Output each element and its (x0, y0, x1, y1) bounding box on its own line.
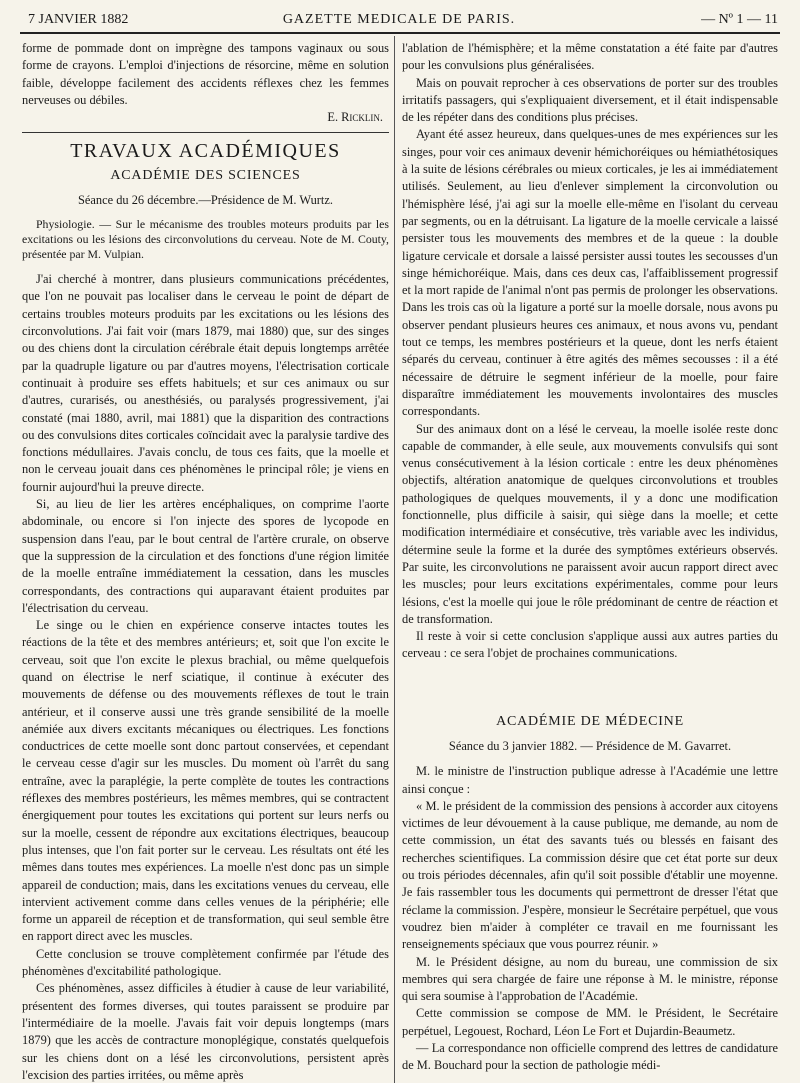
quoted-letter: « M. le président de la commission des pensions à accorder aux citoyens victimes de leur dévouement à la cause publique, me demande, au nom de cette commission, un état des savants tués ou blessés en faisant des recherches scientifiques. La commission désire que cet état porte sur deux ou trois périodes décennales, afin qu'il soit possible d'établir une moyenne. Je fais rassembler tous les documents qui permettront de dresser l'état que réclame la commission. J'espère, monsieur le Secrétaire perpétuel, que vous voudrez bien m'aider à compléter ce travail en me fournissant les renseignements spéciaux que vous pourrez réunir. » (402, 798, 778, 952)
body-paragraph: Il reste à voir si cette conclusion s'applique aussi aux autres parties du cerveau : ce sera l'objet de prochaines communications. (402, 629, 778, 661)
academy-title: ACADÉMIE DES SCIENCES (110, 167, 301, 183)
body-paragraph: M. le Président désigne, au nom du bureau, une commission de six membres qui sera chargée de faire une réponse à M. le ministre, réponse qui sera soumise à l'approbation de l'Académie. (402, 954, 778, 1004)
body-paragraph: Mais on pouvait reprocher à ces observations de porter sur des troubles irritatifs passagers, qui s'expliquaient diversement, et il était indispensable de les répéter dans des conditions plus précises. (402, 75, 778, 125)
right-column (402, 40, 778, 1075)
body-paragraph: — La correspondance non officielle comprend des lettres de candidature de M. Bouchard pour la section de pathologie médi- (402, 1041, 778, 1073)
issue-date: 7 JANVIER 1882 (28, 12, 129, 27)
section-title: TRAVAUX ACADÉMIQUES (70, 140, 341, 163)
body-paragraph: M. le ministre de l'instruction publique adresse à l'Académie une lettre ainsi conçue : (402, 764, 778, 796)
journal-title: GAZETTE MEDICALE DE PARIS. (282, 12, 516, 27)
body-paragraph: Cette conclusion se trouve complètement confirmée par l'étude des phénomènes d'excitabilité pathologique. (22, 946, 389, 979)
body-paragraph: Le singe ou le chien en expérience conserve intactes toutes les réactions de la tête et des membres antérieurs; et, soit que l'on excite le cerveau, soit que l'on excite le plexus brachial, ou même quelquefois quand on électrise le nerf sciatique, il continue à exécuter des mouvements de défense ou des mouvements réflexes de tout le train antérieur, et il conserve aussi une très grande sensibilité de la moelle anémiée aux divers excitants mécaniques ou électriques. Les fonctions conductrices de cette moelle sont donc partout conservées, et cependant le cerveau cesse d'agir sur les muscles. Du moment où l'arrêt du sang entraîne, avec la paraplégie, la perte complète de toutes les contractions réflexes des membres postérieurs, les mêmes membres, qui se contractent énergiquement pour toutes les excitations qui portent sur leurs nerfs ou sur la moelle, cessent de répondre aux excitations électriques, beaucoup plus intenses, que l'on fait porter sur le cerveau. Les résultats ont été les mêmes dans toutes mes expériences. La moelle n'est donc pas un simple appareil de conduction; mais, dans les excitations venues du cerveau, elle intervient activement comme dans celles venues de la périphérie; elle forme un appareil de réception et de transformation, qui seul semble être en rapport direct avec les muscles. (22, 618, 389, 944)
physiologie-heading: Physiologie. — Sur le mécanisme des troubles moteurs produits par les excitations ou les lésions des circonvolutions du cerveau. Note de M. Couty, présentée par M. Vulpian. (22, 217, 389, 261)
author-signature: E. Ricklin. (327, 110, 383, 125)
body-paragraph: Si, au lieu de lier les artères encéphaliques, on comprime l'aorte abdominale, ou encore si l'on injecte des spores de lycopode en suspension dans l'eau, par le bout central de l'artère crurale, on observe que la suppression de la circulation et des fonctions d'une région limitée de la moelle entraîne immédiatement la cessation, dans les muscles correspondants, des contractions qui auparavant étaient produites par l'électrisation du cerveau. (22, 497, 389, 615)
academy-title-2: ACADÉMIE DE MÉDECINE (496, 713, 684, 729)
page-number: — Nº 1 — 11 (701, 12, 778, 27)
left-column (22, 40, 389, 1083)
body-paragraph: Ayant été assez heureux, dans quelques-unes de mes expériences sur les singes, pour voir ces animaux devenir hémichoréiques ou hémiathétosiques à la suite de lésions cérébrales ou mieux corticales, je les ai immédiatement utilisés. Seulement, au lieu d'enlever simplement la circonvolution ou l'hémisphère lésé, j'ai agi sur la moelle elle-même en l'isolant du cerveau par segments, ou en la détruisant. La ligature de la moelle cervicale a laissé persister tous les mouvements des membres et de la queue : la double ligature cervicale et dorsale a laissé persister aussi toutes les secousses d'un singe hémichoréique. Mais, dans ces deux cas, l'affaiblissement progressif et la mort rapide de l'animal n'ont pas permis de prolonger les observations. Dans les trois cas où la ligature a porté sur la moelle dorsale, nous avons pu observer pendant plusieurs heures ces animaux, et nous avons vu, pendant tout ce temps, les membres postérieurs et la queue, dont les nerfs étaient séparés du cerveau, continuer à être agités des mêmes secousses : il a été nécessaire de détruire le segment inférieur de la moelle, pour faire disparaître immédiatement les mouvements involontaires des muscles correspondants. (402, 127, 778, 419)
spacer (402, 663, 778, 709)
page-header (18, 6, 780, 30)
intro-paragraph: forme de pommade dont on imprègne des tampons vaginaux ou sous forme de crayons. L'emploi d'injections de résorcine, même en solution faible, développe facilement des accidents réflexes chez les femmes nerveuses ou débiles. (22, 41, 389, 107)
column-divider (394, 36, 395, 1083)
section-separator (22, 132, 389, 133)
body-paragraph: l'ablation de l'hémisphère; et la même constatation a été faite par d'autres pour les convulsions plus généralisées. (402, 41, 778, 73)
body-paragraph: Ces phénomènes, assez difficiles à étudier à cause de leur variabilité, présentent des formes diverses, qui toutes paraissent se produire par l'intermédiaire de la moelle. J'avais fait voir depuis longtemps (mars 1879) que les accès de contracture monoplégique, constatés quelquefois sur les chiens dont on a lésé les circonvolutions, persistent après l'excision des parties irritées, ou même après (22, 981, 389, 1082)
body-paragraph: Sur des animaux dont on a lésé le cerveau, la moelle isolée reste donc capable de commander, à elle seule, aux mouvements convulsifs qui sont venus consécutivement à la lésion corticale : entre les deux phénomènes objectifs, altération anatomique de quelques circonvolutions et troubles pathologiques de quelques mouvements, il y a donc une modification fonctionnelle, plus difficile à saisir, qui siège dans la moelle; et cette modification intermédiaire et consécutive, très variable avec les individus, détermine seule la forme et la durée des symptômes extérieurs observés. Par suite, les circonvolutions ne paraissent avoir aucun rapport direct avec les muscles; pour leurs excitations expérimentales, comme pour leurs lésions, c'est la moelle qui joue le rôle prédominant de centre de réaction et de transformation. (402, 421, 778, 626)
body-paragraph: J'ai cherché à montrer, dans plusieurs communications précédentes, que l'on ne pouvait pas localiser dans le cerveau le point de départ de certains troubles moteurs produits par les excitations ou les lésions des circonvolutions. J'ai fait voir (mars 1879, mai 1880) que, sur des singes ou des chiens dont la circulation cérébrale était depuis longtemps arrêtée par la quadruple ligature ou par d'autres moyens, l'électrisation corticale continuait à produire ses effets habituels; et sur ces animaux ou sur d'autres, curarisés, ou anesthésiés, ou paralysés progressivement, j'ai constaté (mai 1880, avril, mai 1881) que la disparition des contractions ou des convulsions dites corticales coïncidait avec la paralysie tardive des fonctions médullaires. J'avais conclu, de tous ces faits, que la moelle et non le cerveau jouait dans ces phénomènes le principal rôle; je viens en fournir aujourd'hui la preuve directe. (22, 272, 389, 494)
body-paragraph: Cette commission se compose de MM. le Président, le Secrétaire perpétuel, Legouest, Rochard, Léon Le Fort et Dujardin-Beaumetz. (402, 1006, 778, 1038)
session-line-2: Séance du 3 janvier 1882. — Présidence de M. Gavarret. (448, 738, 732, 753)
header-rule (20, 32, 780, 34)
session-line: Séance du 26 décembre.—Présidence de M. Wurtz. (78, 193, 333, 208)
